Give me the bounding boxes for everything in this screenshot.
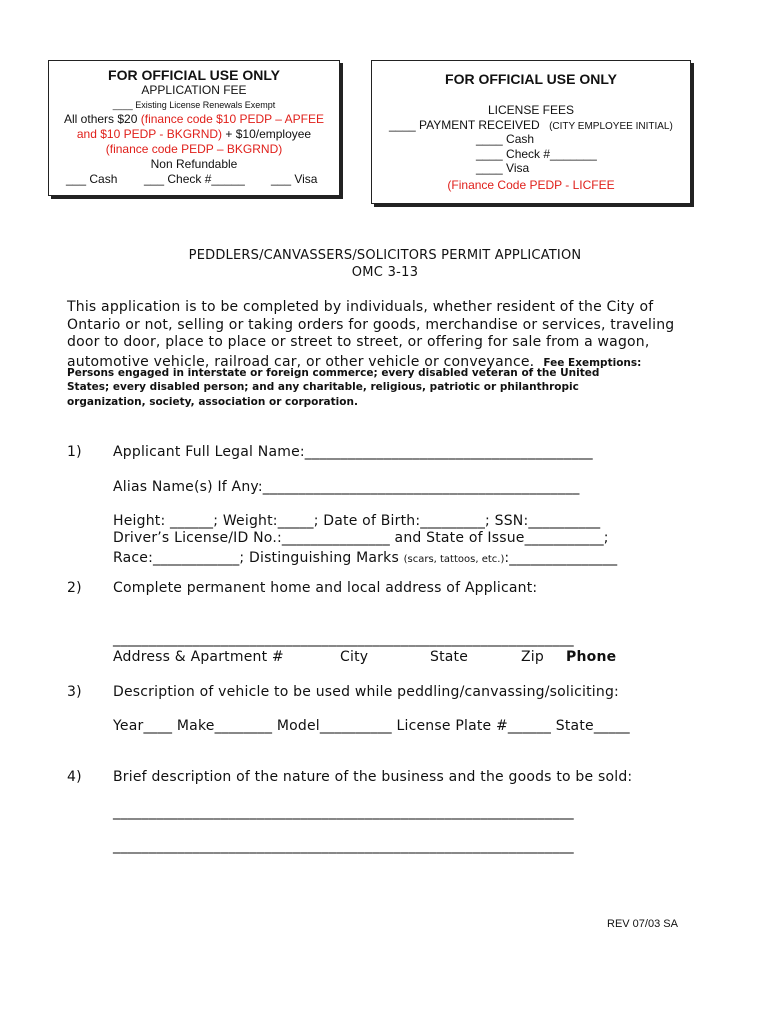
ordinance-code: OMC 3-13 [351, 265, 419, 280]
left-box-fee-line-2b: + $10/employee [222, 127, 312, 141]
revision-footer: REV 07/03 SA [607, 918, 678, 930]
right-box-city-initial: (CITY EMPLOYEE INITIAL) [549, 121, 673, 132]
exemptions-line-1: Persons engaged in interstate or foreign commerce; every disabled veteran of the United [67, 367, 600, 379]
right-box-payment-received [389, 118, 673, 132]
q4-answer-line-1[interactable]: ________________________________________________________________ [113, 804, 574, 820]
q4-number: 4) [67, 769, 82, 785]
right-box-cash: ____ Cash [476, 132, 535, 146]
q1-height-weight-dob-ssn-fields[interactable]: Height: ______; Weight:_____; Date of Birth:_________; SSN:__________ [113, 513, 601, 529]
q1-race-label: Race:____________; Distinguishing Marks [113, 550, 404, 566]
right-box-visa: ____ Visa [476, 161, 530, 175]
right-box-subtitle: LICENSE FEES [487, 103, 575, 117]
q1-marks-hint: (scars, tattoos, etc.) [403, 554, 505, 565]
q3-text: Description of vehicle to be used while peddling/canvassing/soliciting: [113, 684, 619, 700]
left-box-fee-line-1a: All others $20 [64, 112, 141, 126]
q3-vehicle-fields[interactable]: Year____ Make________ Model__________ License Plate #______ State_____ [113, 718, 630, 734]
q4-answer-line-2[interactable]: ________________________________________________________________ [113, 838, 574, 854]
right-box-check: ____ Check #_______ [476, 147, 597, 161]
fee-exemptions-label: Fee Exemptions: [543, 357, 642, 369]
exemptions-line-3: organization, society, association or corporation. [67, 396, 358, 408]
right-box-payment-received-label: ____ PAYMENT RECEIVED [389, 118, 540, 132]
q1-license-state-fields[interactable]: Driver’s License/ID No.:_______________ and State of Issue___________; [113, 530, 609, 546]
q2-col-zip: Zip [521, 649, 544, 665]
left-box-fee-line-1 [49, 112, 339, 126]
q1-full-legal-name-field[interactable]: Applicant Full Legal Name:________________________________________ [113, 444, 593, 460]
q2-col-city: City [340, 649, 369, 665]
q2-col-state: State [430, 649, 469, 665]
intro-line-1: This application is to be completed by individuals, whether resident of the City of [67, 299, 654, 315]
left-box-pay-cash: ___ Cash [66, 172, 118, 186]
left-box-pay-check: ___ Check #_____ [144, 172, 245, 186]
left-box-non-refundable: Non Refundable [150, 157, 238, 171]
q2-col-phone: Phone [566, 649, 617, 665]
intro-line-2: Ontario or not, selling or taking orders for goods, merchandise or services, traveling [67, 317, 675, 333]
left-box-exempt-line: ____ Existing License Renewals Exempt [112, 100, 276, 110]
right-box-title: FOR OFFICIAL USE ONLY [445, 71, 617, 87]
left-box-fee-line-2 [49, 127, 339, 141]
left-box-pay-visa: ___ Visa [271, 172, 318, 186]
official-use-box-license-fees [371, 60, 691, 204]
q1-alias-field[interactable]: Alias Name(s) If Any:____________________________________________ [113, 479, 580, 495]
right-box-finance-code: (Finance Code PEDP - LICFEE [447, 178, 615, 192]
q2-text: Complete permanent home and local address of Applicant: [113, 580, 538, 596]
q1-number: 1) [67, 444, 82, 460]
left-box-fee-line-1b: (finance code $10 PEDP – APFEE [140, 112, 324, 126]
q1-race-marks-fields[interactable] [113, 547, 617, 566]
q4-text: Brief description of the nature of the business and the goods to be sold: [113, 769, 633, 785]
intro-line-3: door to door, place to place or street to street, or offering for sale from a wagon, [67, 334, 650, 350]
page-title: PEDDLERS/CANVASSERS/SOLICITORS PERMIT APPLICATION [188, 248, 582, 263]
q2-number: 2) [67, 580, 82, 596]
intro-line-4-text: automotive vehicle, railroad car, or other vehicle or conveyance. [67, 354, 535, 370]
q2-col-address: Address & Apartment # [113, 649, 284, 665]
q1-marks-blank: :_______________ [504, 550, 618, 566]
left-box-fee-line-2a: and $10 PEDP - BKGRND) [76, 127, 223, 141]
official-use-box-application-fee [48, 60, 340, 196]
left-box-title: FOR OFFICIAL USE ONLY [108, 67, 280, 83]
q2-address-line[interactable]: ________________________________________________________________ [113, 631, 574, 647]
exemptions-line-2: States; every disabled person; and any charitable, religious, patriotic or philanthropic [67, 381, 579, 393]
q3-number: 3) [67, 684, 82, 700]
left-box-subtitle: APPLICATION FEE [141, 83, 247, 97]
left-box-fee-line-3: (finance code PEDP – BKGRND) [105, 142, 283, 156]
